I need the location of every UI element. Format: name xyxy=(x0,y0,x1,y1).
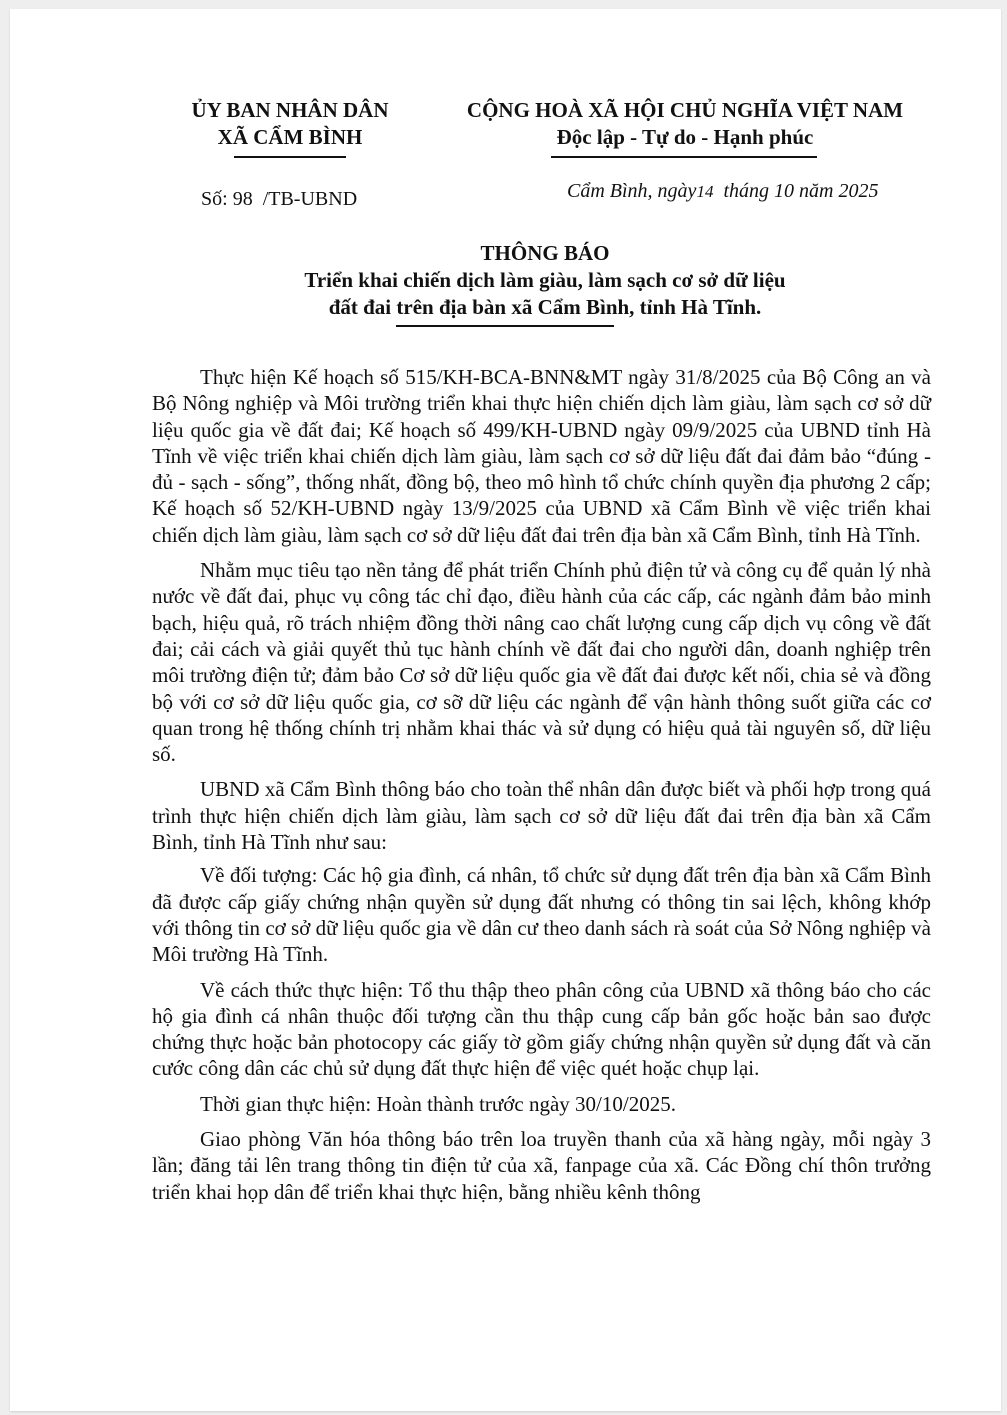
notice-title-block xyxy=(150,240,940,321)
paragraph-assignment: Giao phòng Văn hóa thông báo trên loa truyền thanh của xã hàng ngày, mỗi ngày 3 lần; đăng tải lên trang thông tin điện tử của xã, fanpage của xã. Các Đồng chí thôn trưởng triển khai họp dân để triển khai thực hiện, bằng nhiều kênh thông xyxy=(152,1127,931,1204)
authority-underline xyxy=(234,156,346,158)
paragraph-objective: Nhằm mục tiêu tạo nền tảng để phát triển Chính phủ điện tử và công cụ để quản lý nhà nước về đất đai, phục vụ công tác chỉ đạo, điều hành của các cấp, các ngành đảm bảo minh bạch, hiệu quả, rõ trách nhiệm đồng thời nâng cao chất lượng cung cấp dịch vụ công về đất đai; cải cách và giải quyết thủ tục hành chính về đất đai cho người dân, doanh nghiệp trên môi trường điện tử; đảm bảo Cơ sở dữ liệu quốc gia về đất đai được kết nối, chia sẻ và đồng bộ với cơ sở dữ liệu quốc gia, cơ sỡ dữ liệu các ngành để vận hành thông suốt giữa các cơ quan trong hệ thống chính trị nhằm khai thác và sử dụng có hiệu quả tài nguyên số, dữ liệu số. xyxy=(152,558,931,767)
notice-type: THÔNG BÁO xyxy=(480,241,610,265)
paragraph-deadline: Thời gian thực hiện: Hoàn thành trước ngày 30/10/2025. xyxy=(200,1091,676,1116)
national-motto xyxy=(450,97,920,151)
date-month-year: tháng 10 năm 2025 xyxy=(723,180,879,202)
date-day: 14 xyxy=(696,182,714,201)
motto-underline xyxy=(551,156,817,158)
notice-body xyxy=(152,364,931,1214)
paragraph-announcement: UBND xã Cẩm Bình thông báo cho toàn thể nhân dân được biết và phối hợp trong quá trình thực hiện chiến dịch làm giàu, làm sạch cơ sở dữ liệu đất đai trên địa bàn xã Cẩm Bình, tỉnh Hà Tĩnh như sau: xyxy=(152,777,931,855)
doc-number-prefix: Số: xyxy=(201,188,228,210)
paragraph-legal-basis: Thực hiện Kế hoạch số 515/KH-BCA-BNN&MT ngày 31/8/2025 của Bộ Công an và Bộ Nông nghiệp và Môi trường triển khai thực hiện chiến dịch làm giàu, làm sạch cơ sở dữ liệu quốc gia về đất đai; Kế hoạch số 499/KH-UBND ngày 09/9/2025 của UBND tỉnh Hà Tĩnh về việc triển khai chiến dịch làm giàu, làm sạch cơ sở dữ liệu đất đai đảm bảo “đúng - đủ - sạch - sống”, thống nhất, đồng bộ, theo mô hình tổ chức chính quyền địa phương 2 cấp; Kế hoạch số 52/KH-UBND ngày 13/9/2025 của UBND xã Cẩm Bình về việc triển khai chiến dịch làm giàu, làm sạch cơ sở dữ liệu đất đai trên địa bàn xã Cẩm Bình, tỉnh Hà Tĩnh. xyxy=(152,365,931,547)
title-underline xyxy=(396,325,614,327)
doc-number-value: 98 xyxy=(232,188,253,210)
paragraph-target-subjects: Về đối tượng: Các hộ gia đình, cá nhân, tổ chức sử dụng đất trên địa bàn xã Cẩm Bình đã được cấp giấy chứng nhận quyền sử dụng đất nhưng có thông tin sai lệch, không khớp với thông tin cơ sở dữ liệu quốc gia về dân cư theo danh sách rà soát của Sở Nông nghiệp và Môi trường Hà Tĩnh. xyxy=(152,863,931,967)
doc-number-suffix: /TB-UBND xyxy=(262,188,358,210)
authority-line-2: XÃ CẨM BÌNH xyxy=(217,125,363,149)
motto-line: Độc lập - Tự do - Hạnh phúc xyxy=(556,125,814,149)
notice-subject-line-2: đất đai trên địa bàn xã Cẩm Bình, tỉnh Hà Tĩnh. xyxy=(328,295,762,319)
document-date xyxy=(567,180,878,203)
issuing-authority xyxy=(180,97,400,151)
country-name: CỘNG HOÀ XÃ HỘI CHỦ NGHĨA VIỆT NAM xyxy=(466,98,904,122)
paragraph-method: Về cách thức thực hiện: Tổ thu thập theo phân công của UBND xã thông báo cho các hộ gia đình cá nhân thuộc đối tượng cần thu thập cung cấp bản gốc hoặc bản sao được chứng thực hoặc bản photocopy các giấy tờ gồm giấy chứng nhận quyền sử dụng đất và căn cước công dân các chủ sử dụng đất thực hiện để việc quét hoặc chụp lại. xyxy=(152,977,931,1081)
date-place: Cẩm Bình, ngày xyxy=(567,180,697,202)
document-number xyxy=(201,188,357,211)
notice-subject-line-1: Triển khai chiến dịch làm giàu, làm sạch cơ sở dữ liệu xyxy=(304,268,786,292)
authority-line-1: ỦY BAN NHÂN DÂN xyxy=(191,98,389,122)
